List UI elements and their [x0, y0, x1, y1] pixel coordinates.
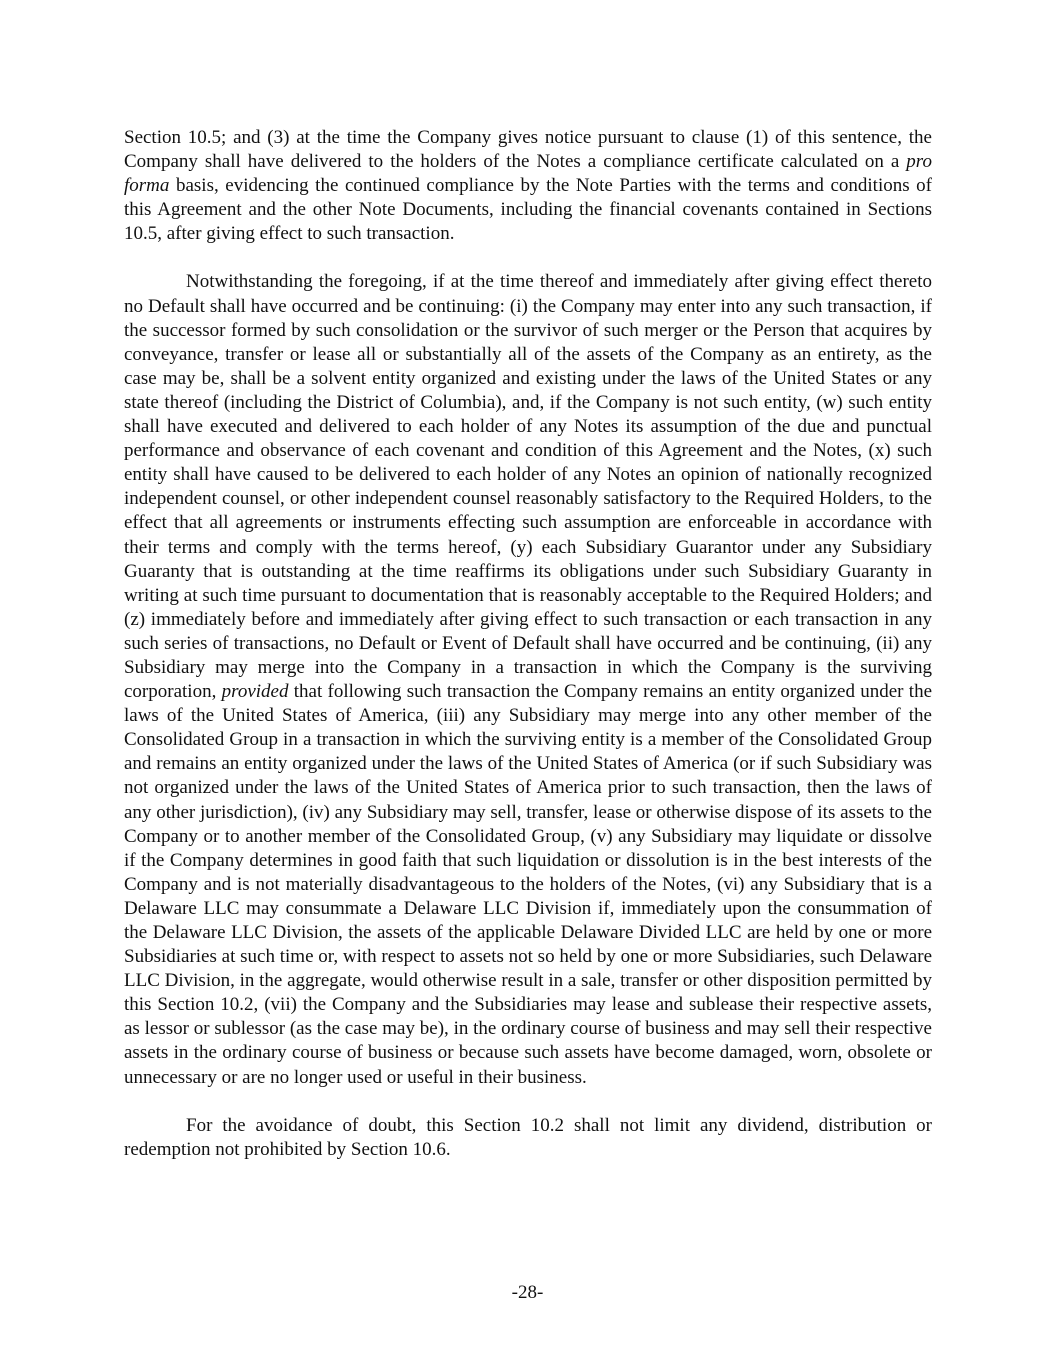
page-number: -28-	[511, 1282, 544, 1303]
paragraph-text: For the avoidance of doubt, this Section 10.2 shall not limit any dividend, distribution or redemption not prohibited by Section 10.6.	[124, 1114, 932, 1160]
paragraph-italic-text: pro forma	[124, 151, 932, 197]
paragraph-gap	[124, 246, 932, 270]
paragraph-text: Section 10.5; and (3) at the time the Company gives notice pursuant to clause (1) of this sentence, the Company shall have delivered to the holders of the Notes a compliance certificate calculated on a	[124, 127, 932, 173]
paragraph-text: Notwithstanding the foregoing, if at the time thereof and immediately after giving effect thereto no Default shall have occurred and be continuing: (i) the Company may enter into any such transaction, if the successor formed by such consolidation or the survivor of such merger or the Person that acquires by conveyance, transfer or lease all or substantially all of the assets of the Company as an entirety, as the case may be, shall be a solvent entity organized and existing under the laws of the United States or any state thereof (including the District of Columbia), and, if the Company is not such entity, (w) such entity shall have executed and delivered to each holder of any Notes its assumption of the due and punctual performance and observance of each covenant and condition of this Agreement and the Notes, (x) such entity shall have caused to be delivered to each holder of any Notes an opinion of nationally recognized independent counsel, or other independent counsel reasonably satisfactory to the Required Holders, to the effect that all agreements or instruments effecting such assumption are enforceable in accordance with their terms and comply with the terms hereof, (y) each Subsidiary Guarantor under any Subsidiary Guaranty that is outstanding at the time reaffirms its obligations under such Subsidiary Guaranty in writing at such time pursuant to documentation that is reasonably acceptable to the Required Holders; and (z) immediately before and immediately after giving effect to such transaction or each transaction in any such series of transactions, no Default or Event of Default shall have occurred and be continuing, (ii) any Subsidiary may merge into the Company in a transaction in which the Company is the surviving corporation,	[124, 271, 932, 703]
paragraph-gap	[124, 1090, 932, 1114]
paragraph-avoidance-of-doubt	[124, 1114, 932, 1162]
paragraph-text: that following such transaction the Company remains an entity organized under the laws of the United States of America, (iii) any Subsidiary may merge into any other member of the Consolidated Group in a transaction in which the surviving entity is a member of the Consolidated Group and remains an entity organized under the laws of the United States of America (or if such Subsidiary was not organized under the laws of the United States of America prior to such transaction, then the laws of any other jurisdiction), (iv) any Subsidiary may sell, transfer, lease or otherwise dispose of its assets to the Company or to another member of the Consolidated Group, (v) any Subsidiary may liquidate or dissolve if the Company determines in good faith that such liquidation or dissolution is in the best interests of the Company and is not materially disadvantageous to the holders of the Notes, (vi) any Subsidiary that is a Delaware LLC may consummate a Delaware LLC Division if, immediately upon the consummation of the Delaware LLC Division, the assets of the applicable Delaware Divided LLC are held by one or more Subsidiaries at such time or, with respect to assets not so held by one or more Subsidiaries, such Delaware LLC Division, in the aggregate, would otherwise result in a sale, transfer or other disposition permitted by this Section 10.2, (vii) the Company and the Subsidiaries may lease and sublease their respective assets, as lessor or sublessor (as the case may be), in the ordinary course of business and may sell their respective assets in the ordinary course of business or because such assets have become damaged, worn, obsolete or unnecessary or are no longer used or useful in their business.	[124, 681, 932, 1088]
paragraph-text: basis, evidencing the continued compliance by the Note Parties with the terms and conditions of this Agreement and the other Note Documents, including the financial covenants contained in Sections 10.5, after giving effect to such transaction.	[124, 175, 932, 245]
paragraph-notwithstanding	[124, 270, 932, 1089]
document-page	[124, 126, 932, 1162]
paragraph-continuation	[124, 126, 932, 246]
paragraph-italic-text: provided	[221, 681, 289, 703]
